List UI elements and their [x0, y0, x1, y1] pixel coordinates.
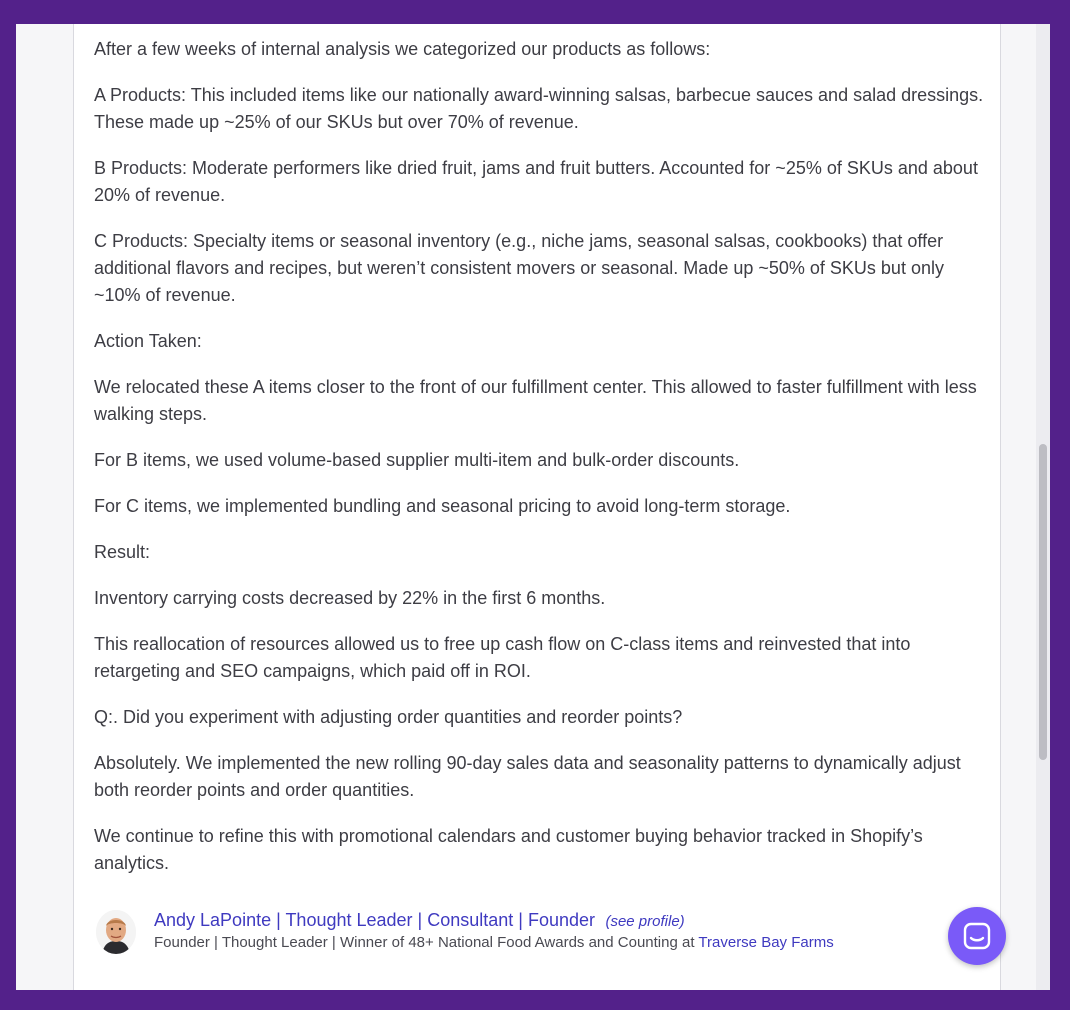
paragraph: Result:: [94, 542, 151, 562]
paragraph: Q:. Did you experiment with adjusting order quantities and reorder points?: [94, 707, 683, 727]
paragraph: We continue to refine this with promotional calendars and customer buying behavior tracked in Shopify’s analytics.: [94, 826, 923, 873]
scrollbar[interactable]: [1036, 24, 1050, 990]
company-link[interactable]: Traverse Bay Farms: [698, 934, 834, 951]
paragraph: Action Taken:: [94, 331, 202, 351]
paragraph: A Products: This included items like our nationally award-winning salsas, barbecue sauces and salad dressings. These made up ~25% of our SKUs but over 70% of revenue.: [94, 85, 984, 132]
scrollbar-thumb[interactable]: [1039, 444, 1047, 760]
author-name-line: [154, 910, 685, 931]
paragraph: C Products: Specialty items or seasonal inventory (e.g., niche jams, seasonal salsas, cookbooks) that offer additional flavors and recipes, but weren’t consistent movers or seasonal. Made up ~50% of SKUs but only ~10% of revenue.: [94, 231, 944, 305]
chat-bubble-icon: [963, 922, 991, 950]
author-bio-text: Founder | Thought Leader | Winner of 48+ National Food Awards and Counting at: [154, 934, 699, 951]
author-name-link[interactable]: Andy LaPointe | Thought Leader | Consultant | Founder: [154, 910, 595, 930]
avatar[interactable]: [96, 910, 136, 954]
article-content: [94, 36, 984, 896]
paragraph: We relocated these A items closer to the front of our fulfillment center. This allowed to faster fulfillment with less walking steps.: [94, 377, 977, 424]
paragraph: Inventory carrying costs decreased by 22% in the first 6 months.: [94, 588, 606, 608]
paragraph: B Products: Moderate performers like dried fruit, jams and fruit butters. Accounted for ~25% of SKUs and about 20% of revenue.: [94, 158, 978, 205]
author-block: [94, 910, 954, 958]
paragraph: For C items, we implemented bundling and seasonal pricing to avoid long-term storage.: [94, 496, 791, 516]
author-bio: [154, 934, 834, 951]
see-profile-link[interactable]: (see profile): [605, 913, 685, 930]
person-avatar-icon: [96, 910, 136, 954]
page: [16, 24, 1050, 990]
paragraph: For B items, we used volume-based supplier multi-item and bulk-order discounts.: [94, 450, 740, 470]
paragraph: After a few weeks of internal analysis we categorized our products as follows:: [94, 39, 711, 59]
paragraph: This reallocation of resources allowed us to free up cash flow on C-class items and reinvested that into retargeting and SEO campaigns, which paid off in ROI.: [94, 634, 911, 681]
paragraph: Absolutely. We implemented the new rolling 90-day sales data and seasonality patterns to dynamically adjust both reorder points and order quantities.: [94, 753, 961, 800]
article-card: [73, 24, 1001, 990]
chat-button[interactable]: [948, 907, 1006, 965]
